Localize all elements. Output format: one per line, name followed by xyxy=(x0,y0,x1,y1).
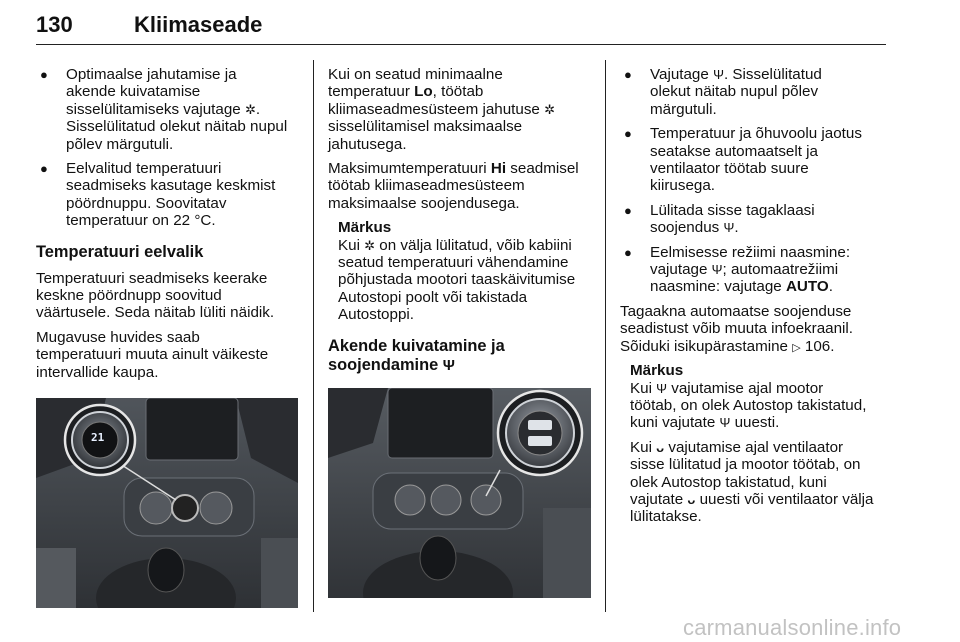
windscreen-defrost-icon: Ψ xyxy=(713,67,724,82)
list-item: ● Eelmisesse režiimi naasmine: vajutage Ψ; automaatrežiimi naasmine: vajutage AUTO. xyxy=(620,244,888,296)
windscreen-defrost-icon: Ψ xyxy=(719,415,731,431)
list-item: ● Temperatuur ja õhuvoolu jaotus seatakse automaatselt ja ventilaator töötab suure kiirusega. xyxy=(620,125,888,195)
paragraph: Mugavuse huvides saab temperatuuri muuta ainult väikeste intervallide kaupa. xyxy=(36,328,269,381)
note-box: Märkus Kui ✲ on välja lülitatud, võib kabiini seatud temperatuuri vähendamine põhjustada mootori taaskäivitumise Autostopi poolt või takistada Autostoppi. xyxy=(338,219,576,324)
watermark: carmanualsonline.info xyxy=(683,615,902,640)
list-item: ● Lülitada sisse tagaklaasi soojendus Ψ. xyxy=(620,202,888,237)
note-box: Märkus Kui Ψ vajutamise ajal mootor töötab, on olek Autostop takistatud, kuni vajutate Ψ uuesti. xyxy=(630,362,867,432)
page-reference-icon: ▷ xyxy=(792,341,801,354)
page-header xyxy=(36,8,886,45)
fan-icon: ᴗ xyxy=(687,491,696,507)
list-item: ● Optimaalse jahutamise ja akende kuivatamise sisselülitamiseks vajutage ✲. Sisselülitatud olekut näitab nupul põlev märgutuli. xyxy=(36,66,300,153)
paragraph: Tagaakna automaatse soojenduse seadistust võib muuta infoekraanil. Sõiduki isikupärastamine ▷ 106. xyxy=(620,302,854,355)
bullet-dot: ● xyxy=(624,67,632,82)
dashboard-photo-temperature xyxy=(36,398,298,608)
knob-temperature-display: 21 xyxy=(91,431,105,444)
dashboard-photo-defrost xyxy=(328,388,591,598)
page-number: 130 xyxy=(36,12,73,37)
rear-window-heating-icon: Ψ xyxy=(723,220,735,236)
column-1 xyxy=(36,66,300,388)
bullet-list xyxy=(620,66,888,296)
bullet-list xyxy=(36,66,300,230)
bullet-dot: ● xyxy=(40,161,48,177)
snowflake-icon: ✲ xyxy=(364,237,376,253)
list-item: ● Eelvalitud temperatuuri seadmiseks kasutage keskmist pöördnuppu. Soovitatav temperatuur on 22 °C. xyxy=(36,160,300,230)
note-title: Märkus xyxy=(630,362,684,380)
snowflake-icon: ✲ xyxy=(544,101,556,117)
column-3 xyxy=(620,66,888,533)
paragraph: Temperatuuri seadmiseks keerake keskne pöördnupp soovitud väärtusele. Seda näitab lüliti näidik. xyxy=(36,269,275,322)
section-heading: Akende kuivatamine ja soojendamine Ψ xyxy=(328,336,505,374)
bullet-dot: ● xyxy=(624,202,632,218)
paragraph: Maksimumtemperatuuri Hi seadmisel töötab kliimaseadmesüsteem maksimaalse soojendusega. xyxy=(328,160,579,212)
fan-icon: ᴗ xyxy=(656,439,665,455)
note-paragraph: Kui ᴗ vajutamise ajal ventilaator sisse lülitatud ja mootor töötab, on olek Autostop takistatud, kuni vajutate ᴗ uuesti või ventilaator välja lülitatakse. xyxy=(630,438,874,526)
snowflake-icon: ✲ xyxy=(244,101,256,117)
list-item: ● Vajutage Ψ. Sisselülitatud olekut näitab nupul põlev märgutuli. xyxy=(620,66,888,118)
windscreen-defrost-icon: Ψ xyxy=(711,262,723,278)
windscreen-defrost-icon: Ψ xyxy=(656,380,668,396)
note-title: Märkus xyxy=(338,219,392,237)
column-2 xyxy=(328,66,594,383)
windscreen-defrost-icon: Ψ xyxy=(442,356,455,374)
column-divider-1 xyxy=(313,60,314,612)
bullet-dot: ● xyxy=(624,244,632,260)
column-divider-2 xyxy=(605,60,606,612)
section-heading: Temperatuuri eelvalik xyxy=(36,242,204,261)
paragraph: Kui on seatud minimaalne temperatuur Lo, töötab kliimaseadmesüsteem jahutuse ✲ sisselülitamisel maksimaalse jahutusega. xyxy=(328,66,556,153)
chapter-title: Kliimaseade xyxy=(134,12,263,37)
bullet-dot: ● xyxy=(624,126,632,142)
bullet-dot: ● xyxy=(40,67,48,82)
